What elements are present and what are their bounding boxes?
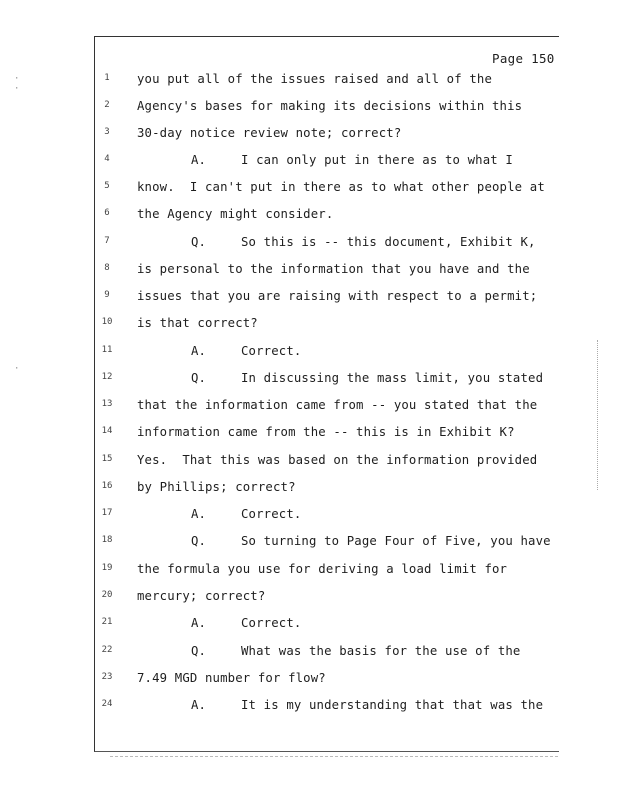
line-content: Correct.: [241, 344, 302, 358]
line-number: 7: [104, 236, 110, 246]
transcript-line: [191, 235, 536, 249]
line-number: 22: [101, 645, 113, 655]
line-content: is personal to the information that you have and the: [137, 262, 530, 276]
transcript-line: [137, 126, 401, 140]
transcript-line: [191, 344, 301, 358]
page-number: Page 150: [492, 51, 555, 66]
line-number: 9: [104, 290, 110, 300]
transcript-line: [137, 671, 326, 685]
speaker-label: Q.: [191, 644, 207, 658]
transcript-line: [191, 371, 543, 385]
line-content: is that correct?: [137, 316, 258, 330]
line-content: information came from the -- this is in Exhibit K?: [137, 425, 515, 439]
transcript-line: [137, 589, 265, 603]
margin-speck: ·: [14, 84, 20, 94]
line-content: What was the basis for the use of the: [241, 644, 521, 658]
line-content: It is my understanding that that was the: [241, 698, 544, 712]
speaker-label: Q.: [191, 371, 207, 385]
line-number: 20: [101, 590, 113, 600]
line-content: that the information came from -- you stated that the: [137, 398, 538, 412]
margin-speck: ·: [14, 364, 20, 374]
line-number: 23: [101, 672, 113, 682]
transcript-line: [191, 616, 301, 630]
speaker-label: A.: [191, 616, 207, 630]
line-content: by Phillips; correct?: [137, 480, 296, 494]
transcript-line: [137, 398, 537, 412]
line-number: 14: [101, 426, 113, 436]
transcript-line: [137, 262, 530, 276]
speaker-label: Q.: [191, 534, 207, 548]
line-content: Yes. That this was based on the information provided: [137, 453, 538, 467]
transcript-line: [137, 480, 296, 494]
line-content: the Agency might consider.: [137, 207, 334, 221]
transcript-line: [137, 562, 507, 576]
line-number: 24: [101, 699, 113, 709]
line-content: So this is -- this document, Exhibit K,: [241, 235, 536, 249]
line-content: you put all of the issues raised and all of the: [137, 72, 493, 86]
line-number: 16: [101, 481, 113, 491]
transcript-line: [137, 207, 333, 221]
line-number: 2: [104, 100, 110, 110]
line-content: know. I can't put in there as to what other people at: [137, 180, 545, 194]
line-content: Correct.: [241, 616, 302, 630]
transcript-line: [191, 644, 520, 658]
line-number: 10: [101, 317, 113, 327]
speaker-label: A.: [191, 153, 207, 167]
line-content: mercury; correct?: [137, 589, 266, 603]
line-number: 13: [101, 399, 113, 409]
line-number: 17: [101, 508, 113, 518]
speaker-label: A.: [191, 344, 207, 358]
line-number: 15: [101, 454, 113, 464]
margin-speck: ·: [14, 74, 20, 84]
transcript-line: [191, 698, 543, 712]
line-number: 19: [101, 563, 113, 573]
transcript-line: [191, 507, 301, 521]
speaker-label: Q.: [191, 235, 207, 249]
line-content: Correct.: [241, 507, 302, 521]
line-number: 6: [104, 208, 110, 218]
line-content: the formula you use for deriving a load limit for: [137, 562, 508, 576]
speaker-label: A.: [191, 698, 207, 712]
line-content: issues that you are raising with respect to a permit;: [137, 289, 538, 303]
transcript-line: [191, 534, 551, 548]
transcript-line: [137, 425, 515, 439]
line-number: 18: [101, 535, 113, 545]
transcript-line: [137, 72, 492, 86]
line-number: 8: [104, 263, 110, 273]
line-number: 11: [101, 345, 113, 355]
line-number: 1: [104, 73, 110, 83]
transcript-line: [137, 289, 537, 303]
transcript-line: [191, 153, 513, 167]
transcript-line: [137, 99, 522, 113]
line-content: I can only put in there as to what I: [241, 153, 513, 167]
transcript-line: [137, 180, 545, 194]
line-content: 7.49 MGD number for flow?: [137, 671, 326, 685]
transcript-line: [137, 316, 258, 330]
line-number: 12: [101, 372, 113, 382]
line-content: So turning to Page Four of Five, you have: [241, 534, 551, 548]
scan-artifact: [110, 756, 558, 758]
transcript-line: [137, 453, 537, 467]
line-number: 21: [101, 617, 113, 627]
scan-artifact: [597, 340, 599, 490]
line-content: Agency's bases for making its decisions within this: [137, 99, 523, 113]
speaker-label: A.: [191, 507, 207, 521]
line-number: 4: [104, 154, 110, 164]
line-content: 30-day notice review note; correct?: [137, 126, 402, 140]
line-content: In discussing the mass limit, you stated: [241, 371, 544, 385]
line-number: 3: [104, 127, 110, 137]
line-number: 5: [104, 181, 110, 191]
